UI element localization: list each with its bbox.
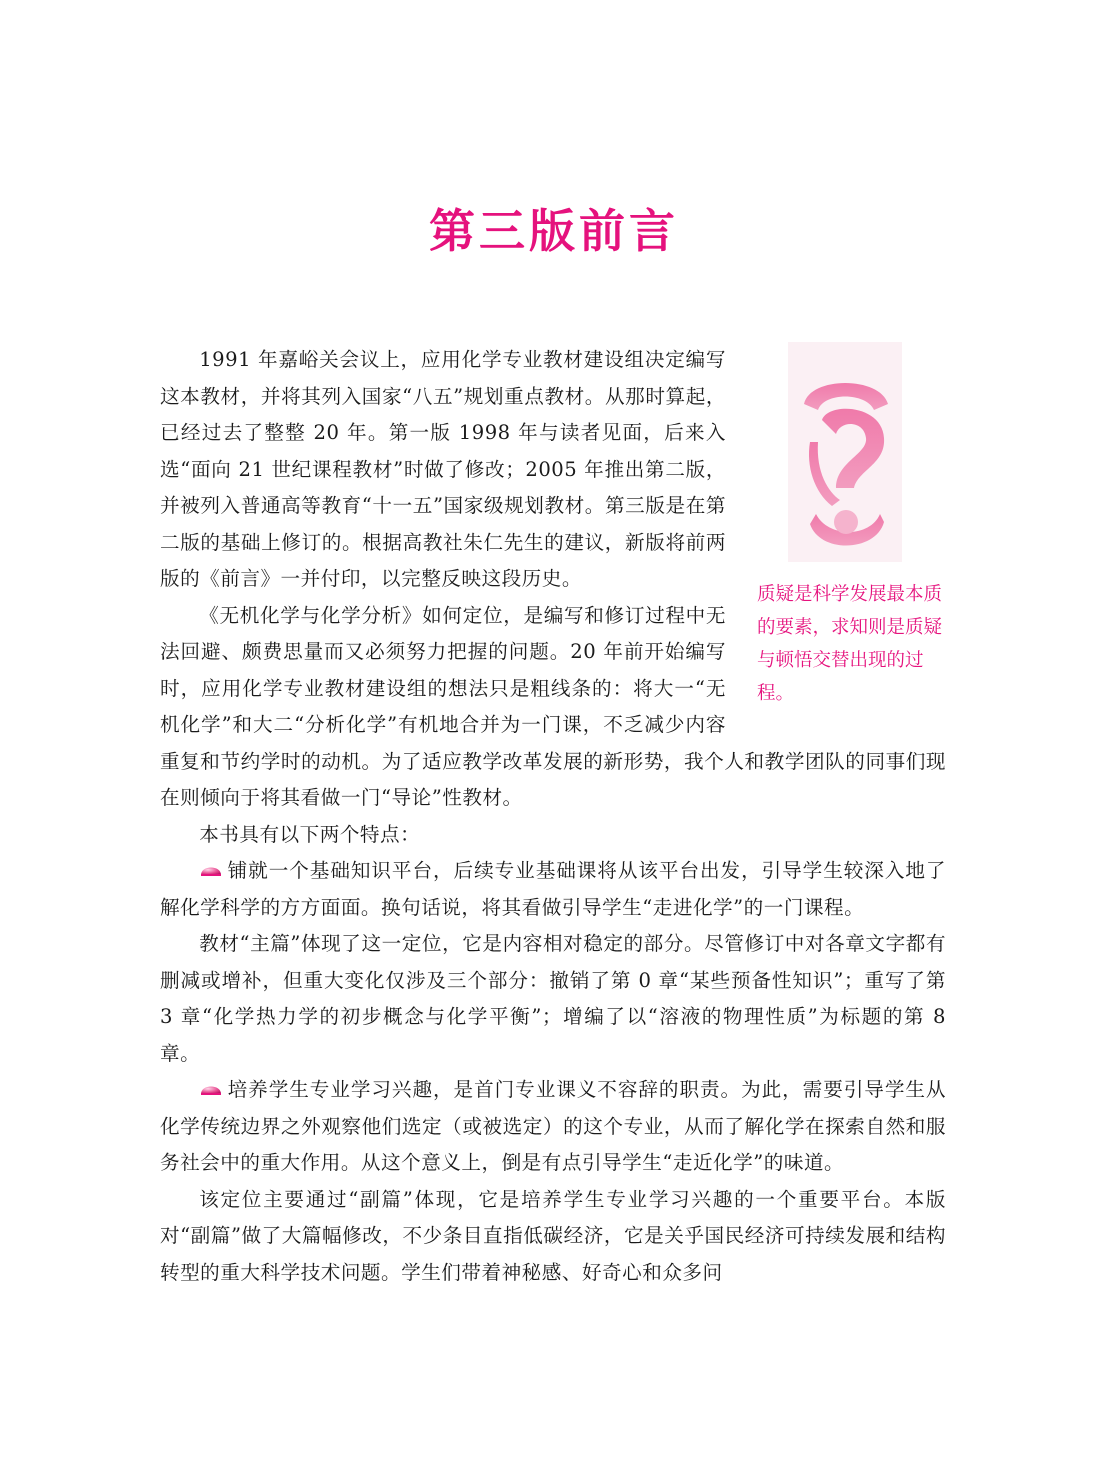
paragraph-5: 教材“主篇”体现了这一定位，它是内容相对稳定的部分。尽管修订中对各章文字都有删减或增补，但重大变化仅涉及三个部分：撤销了第 0 章“某些预备性知识”；重写了第 3 章“化学热力学的初步概念与化学平衡”；增编了以“溶液的物理性质”为标题的第 8 章。 bbox=[160, 932, 946, 1065]
bullet-item-2-text: 培养学生专业学习兴趣，是首门专业课义不容辞的职责。为此，需要引导学生从化学传统边界之外观察他们选定（或被选定）的这个专业，从而了解化学在探索自然和服务社会中的重大作用。从这个意义上，倒是有点引导学生“走近化学”的味道。 bbox=[160, 1078, 946, 1174]
paragraph-3: 本书具有以下两个特点： bbox=[199, 822, 421, 846]
bullet-item-1 bbox=[160, 853, 946, 926]
bullet-item-1-text: 铺就一个基础知识平台，后续专业基础课将从该平台出发，引导学生较深入地了解化学科学的方方面面。换句话说，将其看做引导学生“走进化学”的一门课程。 bbox=[160, 859, 946, 919]
page-title: 第三版前言 bbox=[429, 204, 679, 258]
preface-body bbox=[160, 342, 946, 1291]
pink-sphere-bullet-icon bbox=[199, 861, 223, 879]
paragraph-2: 《无机化学与化学分析》如何定位，是编写和修订过程中无法回避、颇费思量而又必须努力把握的问题。20 年前开始编写时，应用化学专业教材建设组的想法只是粗线条的：将大一“无机化学”和大二“分析化学”有机地合并为一门课，不乏减少内容重复和节约学时的动机。为了适应教学改革发展的新形势，我个人和教学团队的同事们现在则倾向于将其看做一门“导论”性教材。 bbox=[160, 603, 946, 809]
pink-sphere-bullet-icon bbox=[199, 1080, 223, 1098]
sidebar-caption: 质疑是科学发展最本质的要素，求知则是质疑与顿悟交替出现的过程。 bbox=[757, 584, 943, 704]
sidebar-spacer bbox=[736, 342, 946, 720]
paragraph-1: 1991 年嘉峪关会议上，应用化学专业教材建设组决定编写这本教材，并将其列入国家“八五”规划重点教材。从那时算起，已经过去了整整 20 年。第一版 1998 年与读者见面，后来入选“面向 21 世纪课程教材”时做了修改；2005 年推出第二版，并被列入普通高等教育“十一五”国家级规划教材。第三版是在第二版的基础上修订的。根据高教社朱仁先生的建议，新版将前两版的《前言》一并付印，以完整反映这段历史。 bbox=[160, 348, 726, 590]
paragraph-7: 该定位主要通过“副篇”体现，它是培养学生专业学习兴趣的一个重要平台。本版对“副篇”做了大篇幅修改，不少条目直指低碳经济，它是关乎国民经济可持续发展和结构转型的重大科学技术问题。学生们带着神秘感、好奇心和众多问 bbox=[160, 1187, 946, 1284]
bullet-item-2 bbox=[160, 1072, 946, 1182]
